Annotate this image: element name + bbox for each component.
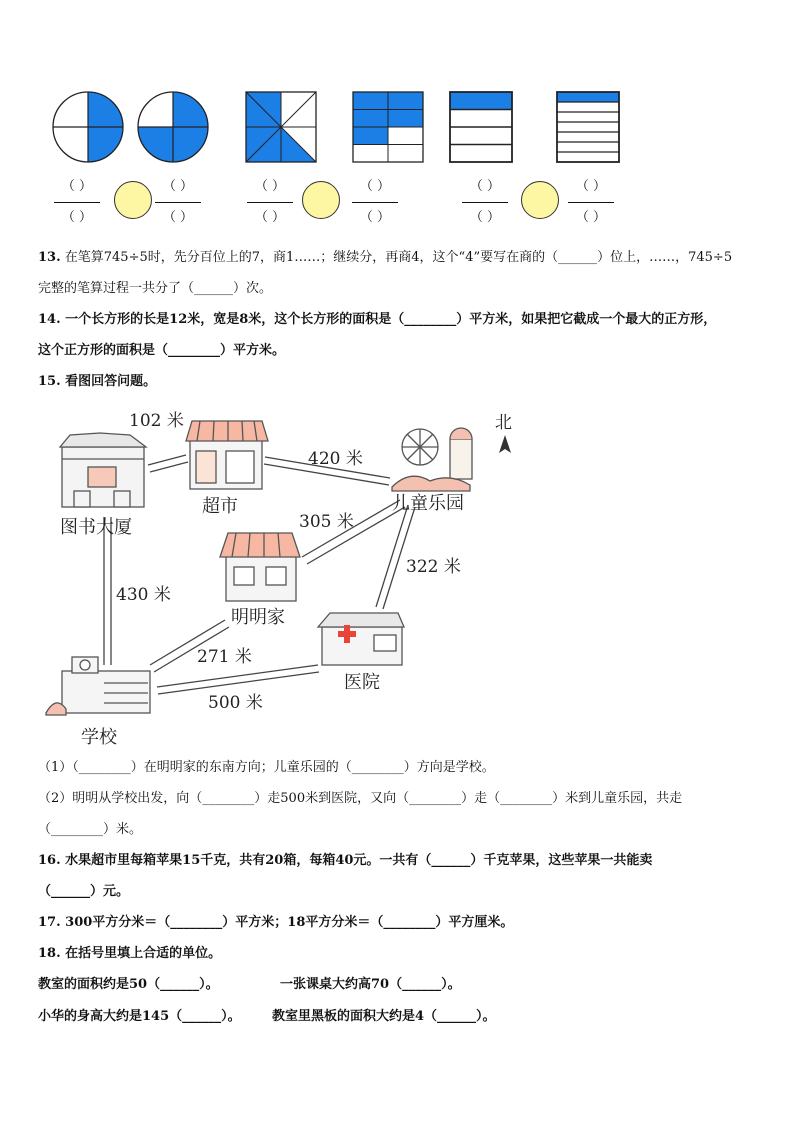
label-park: 儿童乐园: [392, 493, 464, 514]
compare-circle-2[interactable]: [302, 181, 340, 219]
rect-strips-sevenths: [557, 92, 619, 162]
home-building: [220, 533, 300, 601]
fraction-blank-1[interactable]: （ ） （ ）: [52, 178, 102, 227]
dist-library-supermarket: 102 米: [129, 411, 184, 431]
fraction-blank-5[interactable]: （ ） （ ）: [460, 178, 510, 227]
fraction-blank-6[interactable]: （ ） （ ）: [566, 178, 616, 227]
q18-prompt: 18. 在括号里填上合适的单位。: [38, 946, 222, 961]
q15-prompt: 15. 看图回答问题。: [38, 374, 157, 389]
dist-school-hospital: 500 米: [208, 693, 263, 713]
label-home: 明明家: [231, 607, 285, 628]
circle-quarters-1: [53, 92, 123, 162]
route-map: [0, 395, 794, 750]
q16-line2: （______）元。: [38, 884, 130, 899]
supermarket-building: [186, 421, 268, 489]
q16-line1: 16. 水果超市里每箱苹果15千克，共有20箱，每箱40元。一共有（______）千克苹果，这些苹果一共能卖: [38, 853, 653, 868]
q13-line2: 完整的笔算过程一共分了（______）次。: [38, 281, 273, 296]
q18-item2: 一张课桌大约高70（______）。: [280, 977, 461, 992]
north-arrow-icon: [499, 435, 511, 453]
label-supermarket: 超市: [202, 496, 238, 517]
hospital-building: [318, 613, 404, 665]
q13-line1: 13. 在笔算745÷5时，先分百位上的7，商1……；继续分，再商4，这个“4”要写在商的（______）位上，……，745÷5: [38, 250, 733, 265]
q15-sub2-line2: （________）米。: [38, 822, 143, 837]
dist-school-home: 271 米: [197, 647, 252, 667]
label-library: 图书大厦: [60, 517, 132, 538]
dist-supermarket-park: 420 米: [308, 449, 363, 469]
circle-quarters-2: [138, 92, 208, 162]
q18-item3: 小华的身高大约是145（______）。: [38, 1009, 241, 1024]
square-eighths: [246, 92, 316, 162]
fraction-blank-4[interactable]: （ ） （ ）: [350, 178, 400, 227]
compare-circle-3[interactable]: [521, 181, 559, 219]
school-building: [46, 657, 150, 715]
park-illustration: [392, 428, 472, 491]
rect-strips-quarters: [450, 92, 512, 162]
q18-item4: 教室里黑板的面积大约是4（______）。: [272, 1009, 496, 1024]
q14-line1: 14. 一个长方形的长是12米，宽是8米，这个长方形的面积是（________）平方米，如果把它截成一个最大的正方形，: [38, 312, 717, 327]
library-building: [60, 433, 146, 507]
fraction-blank-3[interactable]: （ ） （ ）: [245, 178, 295, 227]
dist-home-park: 305 米: [299, 512, 354, 532]
compare-circle-1[interactable]: [114, 181, 152, 219]
q14-line2: 这个正方形的面积是（________）平方米。: [38, 343, 286, 358]
label-hospital: 医院: [344, 672, 380, 693]
q15-sub1: （1）（________）在明明家的东南方向；儿童乐园的（________）方向是学校。: [38, 760, 495, 775]
north-label: 北: [495, 413, 512, 433]
q17-line1: 17. 300平方分米＝（________）平方米；18平方分米＝（________）平方厘米。: [38, 915, 514, 930]
dist-library-school: 430 米: [116, 585, 171, 605]
dist-park-hospital: 322 米: [406, 557, 461, 577]
label-school: 学校: [81, 727, 117, 748]
rect-grid-eighths: [353, 92, 423, 162]
q18-item1: 教室的面积约是50（______）。: [38, 977, 219, 992]
q15-sub2-line1: （2）明明从学校出发，向（________）走500米到医院，又向（________）走（________）米到儿童乐园，共走: [38, 791, 683, 806]
fraction-blank-2[interactable]: （ ） （ ）: [153, 178, 203, 227]
